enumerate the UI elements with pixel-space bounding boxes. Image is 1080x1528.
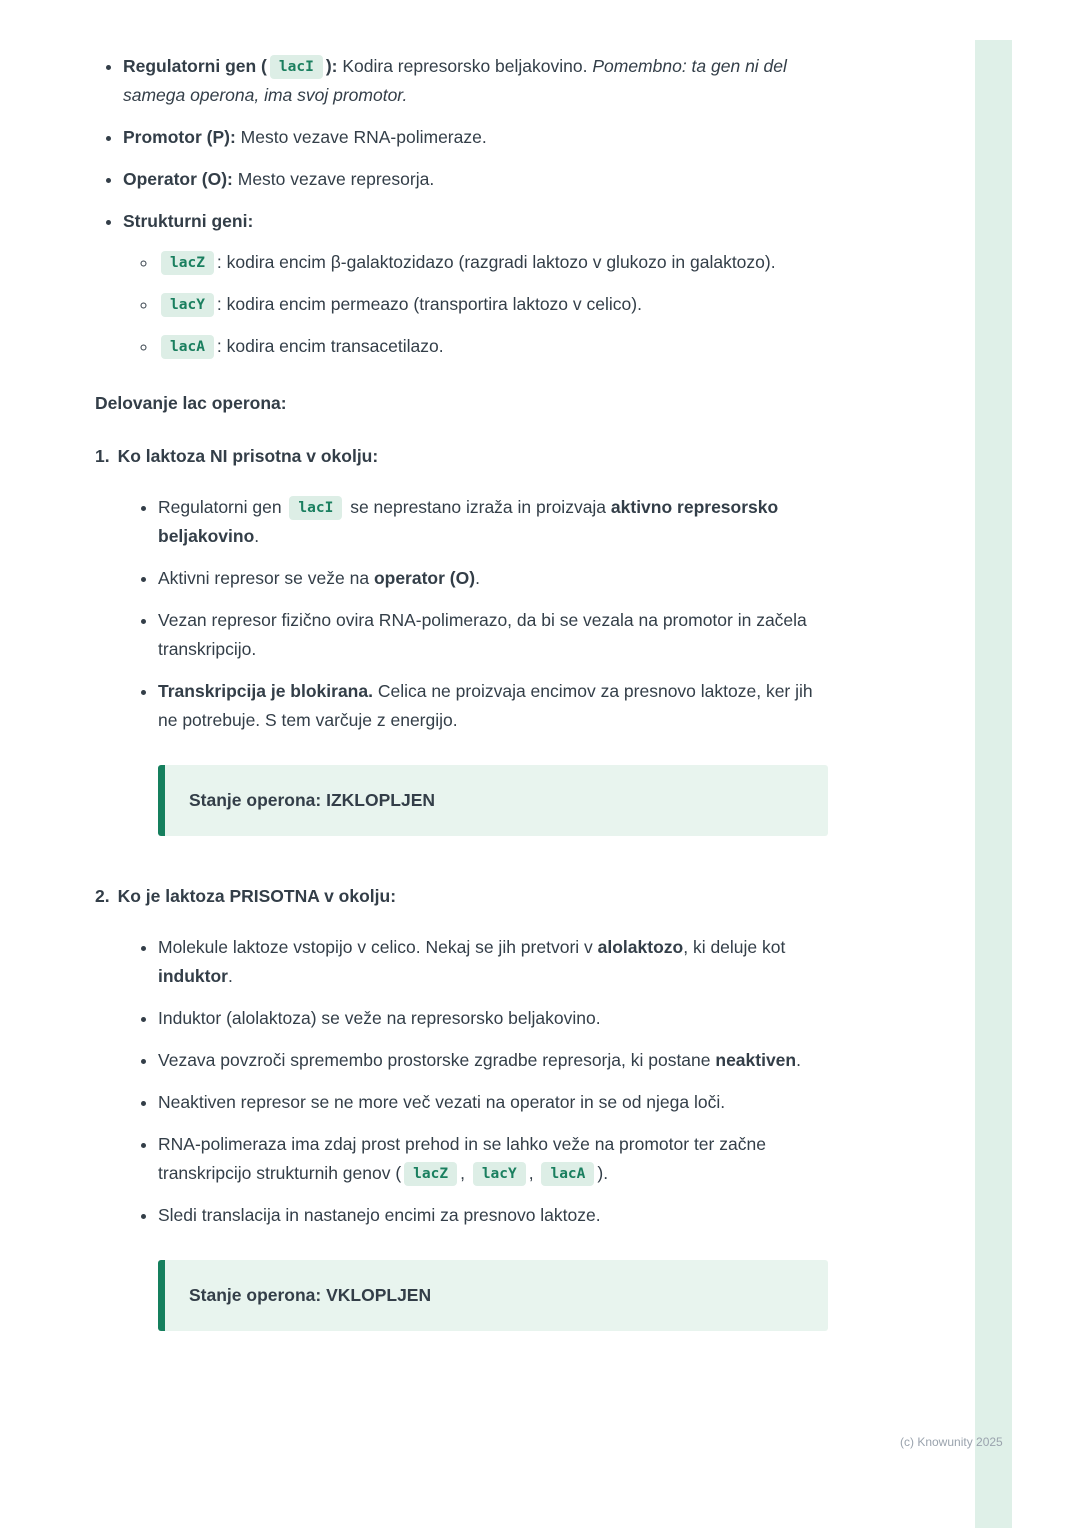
gene-code-chip: lacI <box>289 496 342 520</box>
text-segment: Molekule laktoze vstopijo v celico. Nekaj se jih pretvori v <box>158 937 598 957</box>
text-segment: ). <box>597 1163 609 1183</box>
text-segment: . <box>228 966 233 986</box>
callout-text <box>189 790 435 810</box>
text-segment: neaktiven <box>715 1050 797 1070</box>
text-segment: Vezava povzroči spremembo prostorske zgradbe represorja, ki postane <box>158 1050 716 1070</box>
list-item-text <box>123 127 487 147</box>
list-item <box>158 1130 830 1188</box>
section-2-title-text <box>118 886 396 906</box>
list-item-text <box>158 610 807 659</box>
sub-list-item <box>158 248 830 277</box>
text-segment: Stanje operona: VKLOPLJEN <box>189 1285 432 1305</box>
text-segment: Regulatorni gen <box>158 497 287 517</box>
text-segment: Stanje operona: IZKLOPLJEN <box>189 790 435 810</box>
text-segment: Promotor (P): <box>123 127 236 147</box>
text-segment: Pomembno: ta gen ni del samega operona, ima svoj promotor. <box>123 56 787 105</box>
gene-code-chip: lacZ <box>161 251 214 275</box>
list-item <box>158 606 830 664</box>
gene-code-chip: lacA <box>161 335 214 359</box>
list-item <box>123 165 830 194</box>
page-edge-stripe <box>975 40 1012 1528</box>
text-segment: . <box>254 526 260 546</box>
text-segment: , <box>460 1163 470 1183</box>
sub-list-item <box>158 332 830 361</box>
text-segment: operator (O) <box>373 568 476 588</box>
section-heading: Delovanje lac operona: <box>95 393 287 413</box>
section-2-bullet-list <box>95 933 830 1230</box>
gene-code-chip: lacY <box>473 1162 526 1186</box>
text-segment: . <box>475 568 480 588</box>
section-1-title-text <box>118 446 379 466</box>
operon-components-list <box>95 52 830 361</box>
sub-list <box>123 248 830 361</box>
text-segment: alolaktozo <box>597 937 684 957</box>
text-segment: Transkripcija je blokirana. <box>158 681 373 701</box>
text-segment: Strukturni geni: <box>123 211 254 231</box>
list-item <box>158 1088 830 1117</box>
text-segment: aktivno represorsko beljakovino <box>158 497 779 546</box>
text-segment: Mesto vezave represorja. <box>232 169 435 189</box>
text-segment: Sledi translacija in nastanejo encimi za presnovo laktoze. <box>158 1205 601 1225</box>
list-item-text <box>158 937 785 986</box>
text-segment: . <box>796 1050 801 1070</box>
section-1-bullet-list <box>95 493 830 735</box>
text-segment: Mesto vezave RNA-polimeraze. <box>235 127 487 147</box>
list-item-text <box>158 1134 766 1183</box>
list-item <box>158 1201 830 1230</box>
list-item <box>158 677 830 735</box>
text-segment: : kodira encim transacetilazo. <box>216 336 444 356</box>
gene-code-chip: lacA <box>541 1162 594 1186</box>
text-segment: Regulatorni gen ( <box>123 56 267 76</box>
list-item-text <box>158 1205 601 1225</box>
list-item-text <box>158 568 480 588</box>
list-item <box>158 933 830 991</box>
operon-states-list <box>95 442 830 1331</box>
text-segment: Ko laktoza NI prisotna v okolju: <box>117 446 379 466</box>
text-segment: Neaktiven represor se ne more več vezati na operator in se od njega loči. <box>158 1092 726 1112</box>
section-lactose-absent <box>95 442 830 836</box>
text-segment: , <box>528 1163 539 1183</box>
text-segment: Kodira represorsko beljakovino. <box>342 56 593 76</box>
list-item <box>123 52 830 110</box>
list-item <box>123 207 830 361</box>
text-segment: induktor <box>158 966 228 986</box>
sub-list-item <box>158 290 830 319</box>
text-segment: ): <box>325 56 343 76</box>
text-segment: Ko je laktoza PRISOTNA v okolju: <box>117 886 397 906</box>
gene-code-chip: lacI <box>270 55 323 79</box>
operon-status-callout-on <box>158 1260 828 1331</box>
list-item <box>158 493 830 551</box>
list-item-text <box>123 211 253 231</box>
text-segment: RNA-polimeraza ima zdaj prost prehod in se lahko veže na promotor ter začne transkripcijo strukturnih genov ( <box>158 1134 766 1183</box>
list-item-text <box>158 497 778 546</box>
callout-text <box>189 1285 431 1305</box>
operon-status-callout-off <box>158 765 828 836</box>
text-segment: Induktor (alolaktoza) se veže na represorsko beljakovino. <box>158 1008 601 1028</box>
list-item-text <box>123 169 434 189</box>
section-2-title <box>95 882 830 911</box>
list-item-text <box>158 681 813 730</box>
text-segment: Vezan represor fizično ovira RNA-polimerazo, da bi se vezala na promotor in začela transkripcijo. <box>158 610 807 659</box>
section-1-title <box>95 442 830 471</box>
list-item <box>158 564 830 593</box>
list-item <box>123 123 830 152</box>
text-segment: Aktivni represor se veže na <box>158 568 374 588</box>
list-item-text <box>158 1092 725 1112</box>
text-segment: Celica ne proizvaja encimov za presnovo laktoze, ker jih ne potrebuje. S tem varčuje z energijo. <box>158 681 813 730</box>
section-2-number: 2. <box>95 886 110 906</box>
section-lactose-present <box>95 882 830 1331</box>
copyright: (c) Knowunity 2025 <box>900 1435 1003 1449</box>
section-1-number: 1. <box>95 446 110 466</box>
gene-code-chip: lacY <box>161 293 214 317</box>
text-segment: se neprestano izraža in proizvaja <box>345 497 611 517</box>
text-segment: : kodira encim β-galaktozidazo (razgradi laktozo v glukozo in galaktozo). <box>216 252 776 272</box>
list-item <box>158 1004 830 1033</box>
list-item-text <box>158 1050 801 1070</box>
text-segment: : kodira encim permeazo (transportira laktozo v celico). <box>216 294 642 314</box>
list-item-text <box>123 56 787 105</box>
text-segment: , ki deluje kot <box>683 937 786 957</box>
list-item <box>158 1046 830 1075</box>
list-item-text <box>158 1008 601 1028</box>
gene-code-chip: lacZ <box>404 1162 457 1186</box>
text-segment: Operator (O): <box>123 169 233 189</box>
